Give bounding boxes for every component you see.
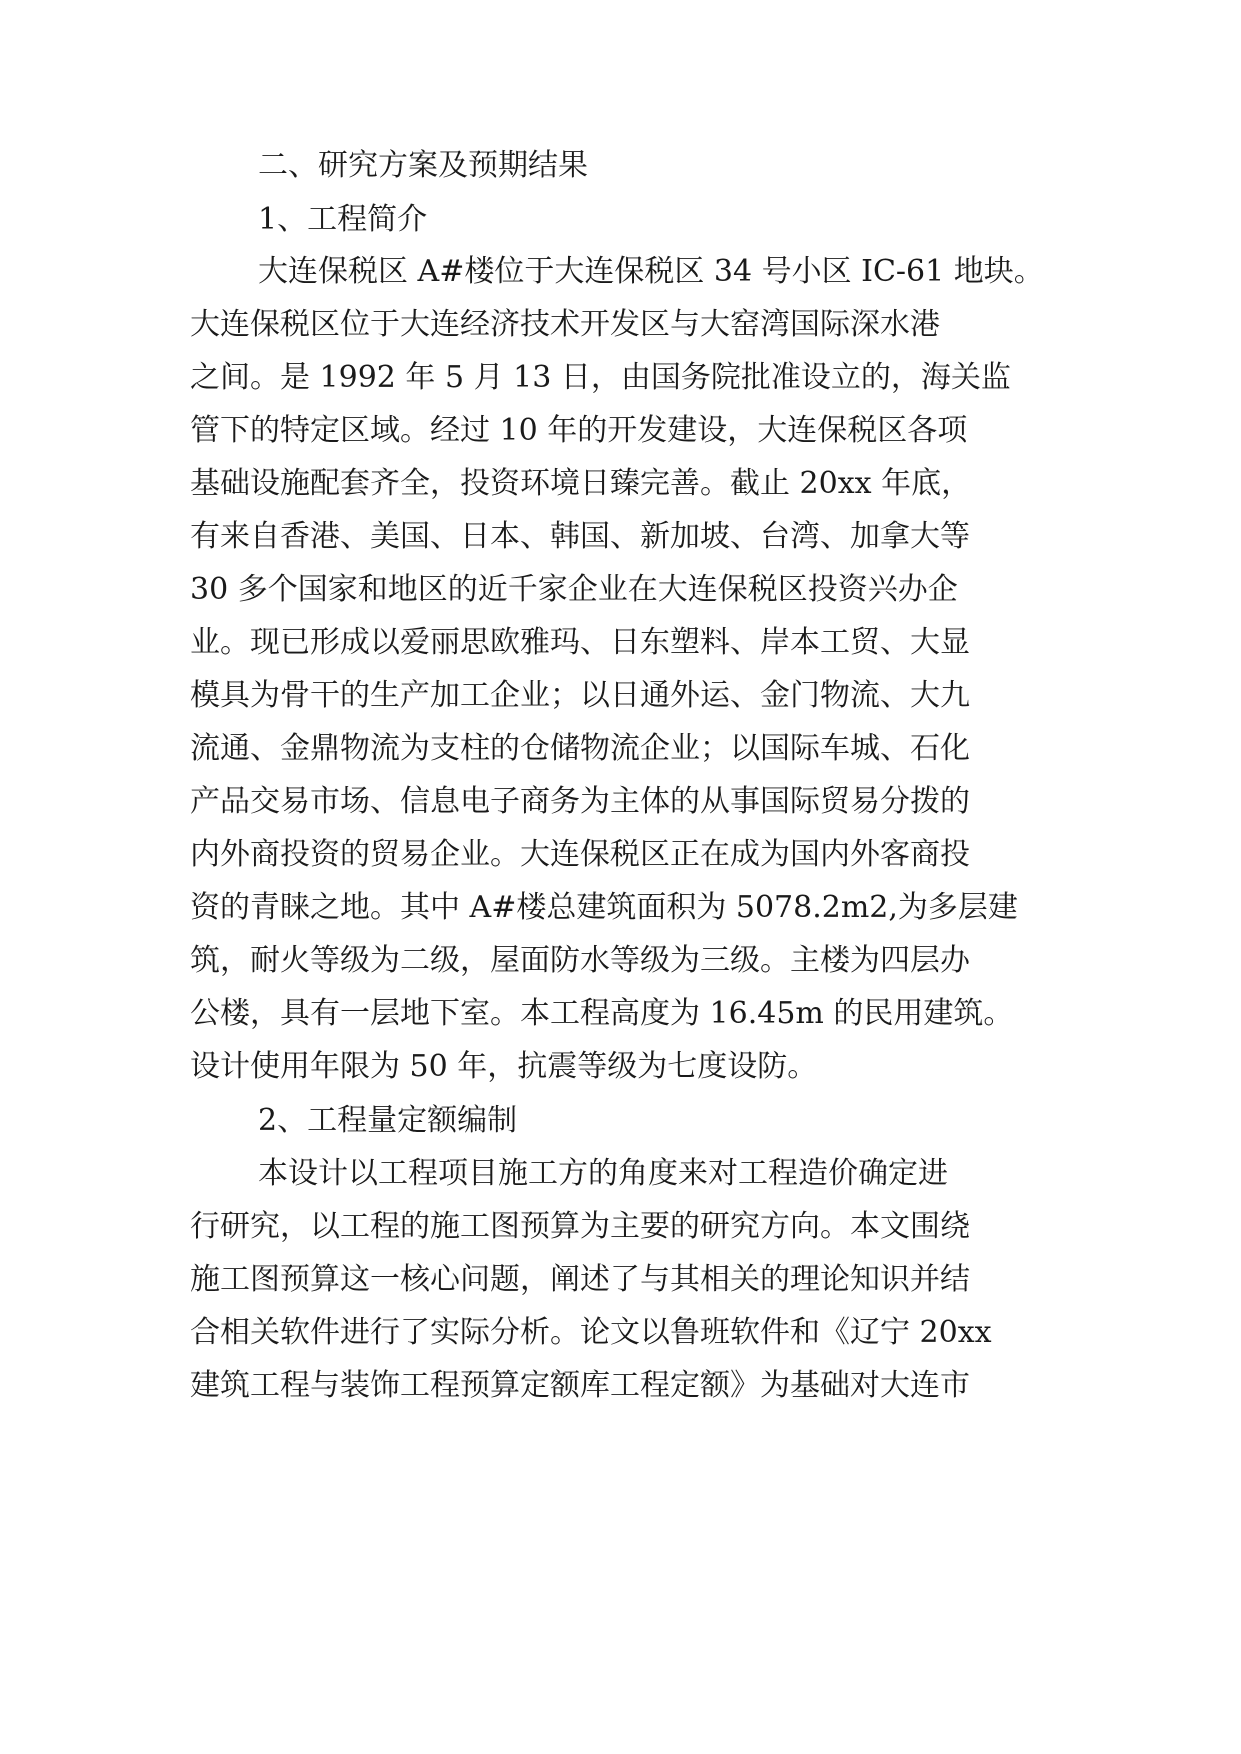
paragraph-1-line-6: 有来自香港、美国、日本、韩国、新加坡、台湾、加拿大等 <box>190 519 970 554</box>
paragraph-2-line-1: 本设计以工程项目施工方的角度来对工程造价确定进 <box>258 1156 948 1191</box>
paragraph-1-line-15: 公楼，具有一层地下室。本工程高度为 16.45m 的民用建筑。 <box>190 996 1014 1031</box>
paragraph-1-line-13: 资的青睐之地。其中 A#楼总建筑面积为 5078.2m2,为多层建 <box>190 890 1018 925</box>
paragraph-1-line-11: 产品交易市场、信息电子商务为主体的从事国际贸易分拨的 <box>190 784 970 819</box>
paragraph-1-line-9: 模具为骨干的生产加工企业；以日通外运、金门物流、大九 <box>190 678 970 713</box>
paragraph-1-line-12: 内外商投资的贸易企业。大连保税区正在成为国内外客商投 <box>190 837 970 872</box>
paragraph-1-line-16: 设计使用年限为 50 年，抗震等级为七度设防。 <box>190 1049 818 1084</box>
paragraph-1-line-4: 管下的特定区域。经过 10 年的开发建设，大连保税区各项 <box>190 413 968 448</box>
paragraph-1-line-7: 30 多个国家和地区的近千家企业在大连保税区投资兴办企 <box>190 572 958 607</box>
paragraph-1-line-1: 大连保税区 A#楼位于大连保税区 34 号小区 IC-61 地块。 <box>258 254 1044 289</box>
paragraph-1-line-3: 之间。是 1992 年 5 月 13 日，由国务院批准设立的，海关监 <box>190 360 1011 395</box>
subsection-heading-2: 2、工程量定额编制 <box>258 1103 518 1138</box>
paragraph-2-line-5: 建筑工程与装饰工程预算定额库工程定额》为基础对大连市 <box>190 1368 970 1403</box>
paragraph-2-line-2: 行研究，以工程的施工图预算为主要的研究方向。本文围绕 <box>190 1209 970 1244</box>
paragraph-2-line-4: 合相关软件进行了实际分析。论文以鲁班软件和《辽宁 20xx <box>190 1315 992 1350</box>
subsection-heading-1: 1、工程简介 <box>258 202 428 237</box>
paragraph-1-line-14: 筑，耐火等级为二级，屋面防水等级为三级。主楼为四层办 <box>190 943 970 978</box>
section-heading: 二、研究方案及预期结果 <box>258 148 588 183</box>
paragraph-1-line-8: 业。现已形成以爱丽思欧雅玛、日东塑料、岸本工贸、大显 <box>190 625 970 660</box>
paragraph-2-line-3: 施工图预算这一核心问题，阐述了与其相关的理论知识并结 <box>190 1262 970 1297</box>
paragraph-1-line-5: 基础设施配套齐全，投资环境日臻完善。截止 20xx 年底， <box>190 466 972 501</box>
paragraph-1-line-10: 流通、金鼎物流为支柱的仓储物流企业；以国际车城、石化 <box>190 731 970 766</box>
paragraph-1-line-2: 大连保税区位于大连经济技术开发区与大窑湾国际深水港 <box>190 307 940 342</box>
